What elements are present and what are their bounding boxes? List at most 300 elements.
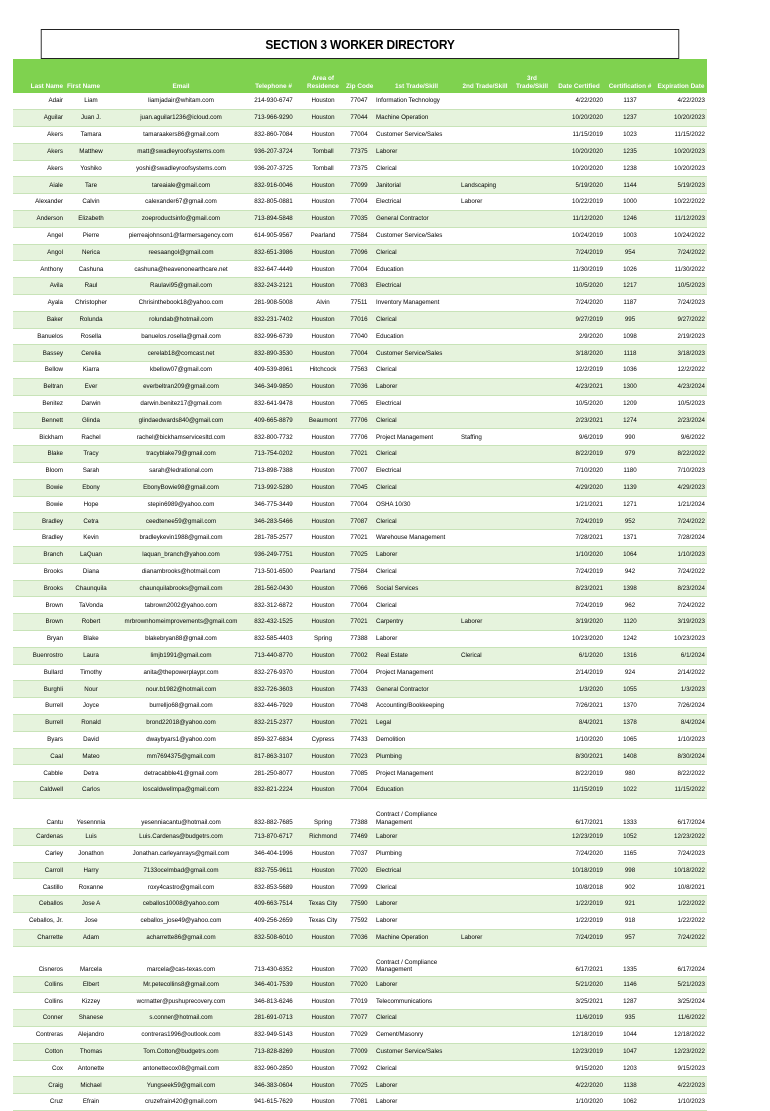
last-name-cell: Banuelos	[13, 328, 65, 345]
last-name-cell: Branch	[13, 547, 65, 564]
trade-3-cell	[511, 664, 553, 681]
trade-2-cell	[459, 227, 511, 244]
zip-cell: 77065	[344, 395, 374, 412]
expiration-cell: 3/19/2023	[655, 614, 707, 631]
area-cell: Houston	[302, 93, 344, 110]
table-row[interactable]	[13, 160, 707, 177]
table-row[interactable]	[13, 698, 707, 715]
zip-cell: 77004	[344, 782, 374, 799]
zip-cell: 77045	[344, 479, 374, 496]
email-cell: ceballos10008@yahoo.com	[117, 896, 245, 913]
email-cell: cerelab18@comcast.net	[117, 345, 245, 362]
expiration-cell: 10/5/2023	[655, 395, 707, 412]
table-row[interactable]	[13, 143, 707, 160]
certification-cell: 1274	[605, 412, 655, 429]
header-row	[13, 59, 707, 93]
date-certified-cell: 3/19/2020	[553, 614, 605, 631]
table-row[interactable]	[13, 614, 707, 631]
last-name-cell: Ceballos	[13, 896, 65, 913]
trade-3-cell	[511, 828, 553, 845]
telephone-cell: 941-615-7629	[245, 1094, 302, 1111]
table-row[interactable]	[13, 412, 707, 429]
column-header-last-name[interactable]: Last Name	[30, 83, 63, 90]
telephone-cell: 832-949-5143	[245, 1026, 302, 1043]
expiration-cell: 9/6/2022	[655, 429, 707, 446]
telephone-cell: 713-440-8770	[245, 647, 302, 664]
date-certified-cell: 10/18/2019	[553, 862, 605, 879]
email-cell: rachel@bickhamservicesltd.com	[117, 429, 245, 446]
last-name-cell: Charrette	[13, 929, 65, 946]
last-name-cell: Brooks	[13, 563, 65, 580]
trade-1-cell: Electrical	[374, 395, 459, 412]
last-name-cell: Anthony	[13, 261, 65, 278]
table-row[interactable]	[13, 976, 707, 993]
email-cell: kbellow07@gmail.com	[117, 362, 245, 379]
trade-3-cell	[511, 261, 553, 278]
table-row[interactable]	[13, 1094, 707, 1111]
certification-cell: 1287	[605, 993, 655, 1010]
date-certified-cell: 11/6/2019	[553, 1010, 605, 1027]
table-row[interactable]	[13, 563, 707, 580]
trade-1-cell: Clerical	[374, 362, 459, 379]
trade-2-cell	[459, 93, 511, 110]
first-name-cell: Ronald	[65, 714, 117, 731]
area-cell: Houston	[302, 976, 344, 993]
trade-1-cell: Customer Service/Sales	[374, 227, 459, 244]
trade-2-cell	[459, 976, 511, 993]
certification-cell: 1300	[605, 379, 655, 396]
table-row[interactable]	[13, 379, 707, 396]
certification-cell: 1408	[605, 748, 655, 765]
table-row[interactable]	[13, 681, 707, 698]
zip-cell: 77099	[344, 879, 374, 896]
expiration-cell: 10/22/2022	[655, 194, 707, 211]
expiration-cell: 7/28/2024	[655, 530, 707, 547]
certification-cell: 1333	[605, 798, 655, 828]
last-name-cell: Alexander	[13, 194, 65, 211]
telephone-cell: 713-754-0202	[245, 446, 302, 463]
trade-3-cell	[511, 1094, 553, 1111]
trade-3-cell	[511, 929, 553, 946]
table-row[interactable]	[13, 1026, 707, 1043]
certification-cell: 990	[605, 429, 655, 446]
table-row[interactable]	[13, 912, 707, 929]
certification-cell: 1118	[605, 345, 655, 362]
trade-3-cell	[511, 698, 553, 715]
expiration-cell: 3/25/2024	[655, 993, 707, 1010]
last-name-cell: Baker	[13, 311, 65, 328]
trade-3-cell	[511, 1043, 553, 1060]
area-cell: Houston	[302, 698, 344, 715]
column-header-zip[interactable]: Zip Code	[346, 83, 374, 90]
zip-cell: 77083	[344, 278, 374, 295]
table-row[interactable]	[13, 278, 707, 295]
expiration-cell: 10/20/2023	[655, 160, 707, 177]
first-name-cell: Cerelia	[65, 345, 117, 362]
expiration-cell: 8/30/2024	[655, 748, 707, 765]
expiration-cell: 1/10/2023	[655, 731, 707, 748]
telephone-cell: 832-755-9611	[245, 862, 302, 879]
first-name-cell: David	[65, 731, 117, 748]
date-certified-cell: 12/18/2019	[553, 1026, 605, 1043]
area-cell: Houston	[302, 194, 344, 211]
table-row[interactable]	[13, 513, 707, 530]
trade-3-cell	[511, 328, 553, 345]
trade-2-cell	[459, 211, 511, 228]
last-name-cell: Caldwell	[13, 782, 65, 799]
area-cell: Houston	[302, 765, 344, 782]
table-row[interactable]	[13, 597, 707, 614]
telephone-cell: 713-966-9290	[245, 110, 302, 127]
first-name-cell: Antonette	[65, 1060, 117, 1077]
table-row[interactable]	[13, 463, 707, 480]
table-row[interactable]	[13, 1077, 707, 1094]
first-name-cell: Alejandro	[65, 1026, 117, 1043]
trade-1-cell: Clerical	[374, 446, 459, 463]
worker-directory-sheet	[13, 29, 707, 1111]
email-cell: blakebryan88@gmail.com	[117, 631, 245, 648]
trade-1-cell: Project Management	[374, 429, 459, 446]
table-row[interactable]	[13, 929, 707, 946]
table-row[interactable]	[13, 580, 707, 597]
table-row[interactable]	[13, 110, 707, 127]
certification-cell: 1316	[605, 647, 655, 664]
expiration-cell: 12/2/2022	[655, 362, 707, 379]
first-name-cell: Roxanne	[65, 879, 117, 896]
last-name-cell: Carroll	[13, 862, 65, 879]
table-row[interactable]	[13, 946, 707, 976]
trade-2-cell	[459, 513, 511, 530]
area-cell: Pearland	[302, 563, 344, 580]
certification-cell: 1137	[605, 93, 655, 110]
trade-1-cell: Project Management	[374, 765, 459, 782]
certification-cell: 1144	[605, 177, 655, 194]
table-row[interactable]	[13, 798, 707, 828]
trade-1-cell: Clerical	[374, 311, 459, 328]
area-cell: Houston	[302, 862, 344, 879]
date-certified-cell: 4/29/2020	[553, 479, 605, 496]
last-name-cell: Brooks	[13, 580, 65, 597]
table-row[interactable]	[13, 631, 707, 648]
area-cell: Houston	[302, 463, 344, 480]
area-cell: Houston	[302, 530, 344, 547]
table-row[interactable]	[13, 845, 707, 862]
trade-3-cell	[511, 765, 553, 782]
table-row[interactable]	[13, 177, 707, 194]
column-header-email[interactable]: Email	[172, 83, 190, 90]
table-row[interactable]	[13, 647, 707, 664]
certification-cell: 1065	[605, 731, 655, 748]
date-certified-cell: 2/9/2020	[553, 328, 605, 345]
trade-3-cell	[511, 647, 553, 664]
trade-2-cell	[459, 160, 511, 177]
zip-cell: 77016	[344, 311, 374, 328]
table-row[interactable]	[13, 227, 707, 244]
table-row[interactable]	[13, 429, 707, 446]
date-certified-cell: 8/22/2019	[553, 446, 605, 463]
certification-cell: 1036	[605, 362, 655, 379]
area-cell: Houston	[302, 345, 344, 362]
zip-cell: 77433	[344, 681, 374, 698]
date-certified-cell: 1/10/2020	[553, 1094, 605, 1111]
telephone-cell: 281-562-0430	[245, 580, 302, 597]
certification-cell: 935	[605, 1010, 655, 1027]
table-row[interactable]	[13, 446, 707, 463]
table-row[interactable]	[13, 1043, 707, 1060]
trade-2-cell	[459, 395, 511, 412]
table-row[interactable]	[13, 395, 707, 412]
table-row[interactable]	[13, 328, 707, 345]
email-cell: dianambrooks@hotmail.com	[117, 563, 245, 580]
trade-2-cell	[459, 547, 511, 564]
email-cell: stepin6989@yahoo.com	[117, 496, 245, 513]
table-row[interactable]	[13, 1060, 707, 1077]
trade-2-cell	[459, 278, 511, 295]
telephone-cell: 817-863-3107	[245, 748, 302, 765]
email-cell: rolundab@hotmail.com	[117, 311, 245, 328]
table-row[interactable]	[13, 295, 707, 312]
column-header-first-name[interactable]: First Name	[67, 83, 101, 90]
trade-2-cell: Staffing	[459, 429, 511, 446]
first-name-cell: Marcela	[65, 946, 117, 976]
column-header-trade-1[interactable]: 1st Trade/Skill	[395, 83, 438, 90]
table-row[interactable]	[13, 828, 707, 845]
table-row[interactable]	[13, 731, 707, 748]
trade-3-cell	[511, 1060, 553, 1077]
trade-2-cell	[459, 862, 511, 879]
zip-cell: 77081	[344, 1094, 374, 1111]
certification-cell: 998	[605, 862, 655, 879]
last-name-cell: Collins	[13, 976, 65, 993]
trade-1-cell: Laborer	[374, 912, 459, 929]
trade-3-cell	[511, 496, 553, 513]
email-cell: mrbrownhomeimprovements@gmail.com	[117, 614, 245, 631]
last-name-cell: Cotton	[13, 1043, 65, 1060]
last-name-cell: Bennett	[13, 412, 65, 429]
area-cell: Texas City	[302, 896, 344, 913]
trade-3-cell	[511, 311, 553, 328]
table-row[interactable]	[13, 244, 707, 261]
table-row[interactable]	[13, 194, 707, 211]
area-cell: Alvin	[302, 295, 344, 312]
column-header-telephone[interactable]: Telephone #	[255, 83, 292, 90]
date-certified-cell: 10/24/2019	[553, 227, 605, 244]
zip-cell: 77592	[344, 912, 374, 929]
column-header-area[interactable]: Area of Residence	[307, 75, 339, 90]
last-name-cell: Cabble	[13, 765, 65, 782]
table-row[interactable]	[13, 765, 707, 782]
zip-cell: 77020	[344, 976, 374, 993]
first-name-cell: Yoshiko	[65, 160, 117, 177]
area-cell: Houston	[302, 1094, 344, 1111]
area-cell: Houston	[302, 664, 344, 681]
zip-cell: 77037	[344, 845, 374, 862]
trade-3-cell	[511, 429, 553, 446]
email-cell: mm7694375@gmail.com	[117, 748, 245, 765]
expiration-cell: 1/22/2022	[655, 912, 707, 929]
trade-1-cell: Education	[374, 328, 459, 345]
column-header-date-certified[interactable]: Date Certified	[558, 83, 600, 90]
email-cell: acharrette86@gmail.com	[117, 929, 245, 946]
table-row[interactable]	[13, 879, 707, 896]
expiration-cell: 1/10/2023	[655, 1094, 707, 1111]
trade-2-cell	[459, 345, 511, 362]
zip-cell: 77048	[344, 698, 374, 715]
email-cell: limjb1991@gmail.com	[117, 647, 245, 664]
certification-cell: 1242	[605, 631, 655, 648]
area-cell: Tomball	[302, 143, 344, 160]
table-row[interactable]	[13, 345, 707, 362]
trade-3-cell	[511, 1077, 553, 1094]
table-row[interactable]	[13, 862, 707, 879]
date-certified-cell: 7/24/2020	[553, 845, 605, 862]
telephone-cell: 346-404-1996	[245, 845, 302, 862]
area-cell: Houston	[302, 929, 344, 946]
email-cell: calexander67@gmail.com	[117, 194, 245, 211]
certification-cell: 1026	[605, 261, 655, 278]
table-row[interactable]	[13, 311, 707, 328]
zip-cell: 77590	[344, 896, 374, 913]
trade-2-cell	[459, 1043, 511, 1060]
last-name-cell: Angel	[13, 227, 65, 244]
date-certified-cell: 4/22/2020	[553, 93, 605, 110]
last-name-cell: Adair	[13, 93, 65, 110]
table-row[interactable]	[13, 664, 707, 681]
telephone-cell: 832-231-7402	[245, 311, 302, 328]
telephone-cell: 346-813-6246	[245, 993, 302, 1010]
date-certified-cell: 11/12/2020	[553, 211, 605, 228]
date-certified-cell: 6/1/2020	[553, 647, 605, 664]
trade-2-cell	[459, 912, 511, 929]
email-cell: sarah@ledrational.com	[117, 463, 245, 480]
trade-3-cell	[511, 597, 553, 614]
zip-cell: 77004	[344, 261, 374, 278]
expiration-cell: 11/30/2022	[655, 261, 707, 278]
table-row[interactable]	[13, 496, 707, 513]
trade-3-cell	[511, 782, 553, 799]
last-name-cell: Bellow	[13, 362, 65, 379]
trade-1-cell: Social Services	[374, 580, 459, 597]
area-cell: Houston	[302, 681, 344, 698]
trade-3-cell	[511, 211, 553, 228]
area-cell: Houston	[302, 597, 344, 614]
first-name-cell: Nour	[65, 681, 117, 698]
date-certified-cell: 9/27/2019	[553, 311, 605, 328]
date-certified-cell: 8/30/2021	[553, 748, 605, 765]
telephone-cell: 936-207-3725	[245, 160, 302, 177]
expiration-cell: 7/24/2023	[655, 295, 707, 312]
first-name-cell: Michael	[65, 1077, 117, 1094]
date-certified-cell: 11/30/2019	[553, 261, 605, 278]
certification-cell: 1235	[605, 143, 655, 160]
trade-3-cell	[511, 463, 553, 480]
area-cell: Houston	[302, 479, 344, 496]
trade-2-cell	[459, 748, 511, 765]
expiration-cell: 4/23/2024	[655, 379, 707, 396]
email-cell: chaunquilabrooks@gmail.com	[117, 580, 245, 597]
email-cell: darwin.benitez17@gmail.com	[117, 395, 245, 412]
column-header-certification[interactable]: Certification #	[608, 83, 652, 90]
zip-cell: 77025	[344, 547, 374, 564]
certification-cell: 1003	[605, 227, 655, 244]
certification-cell: 1055	[605, 681, 655, 698]
trade-1-cell: Laborer	[374, 379, 459, 396]
certification-cell: 1165	[605, 845, 655, 862]
table-row[interactable]	[13, 127, 707, 144]
email-cell: laquan_branch@yahoo.com	[117, 547, 245, 564]
expiration-cell: 10/23/2023	[655, 631, 707, 648]
table-row[interactable]	[13, 93, 707, 110]
area-cell: Houston	[302, 547, 344, 564]
table-row[interactable]	[13, 530, 707, 547]
telephone-cell: 832-853-5689	[245, 879, 302, 896]
trade-2-cell	[459, 631, 511, 648]
date-certified-cell: 10/8/2018	[553, 879, 605, 896]
telephone-cell: 346-383-0604	[245, 1077, 302, 1094]
zip-cell: 77096	[344, 244, 374, 261]
table-row[interactable]	[13, 211, 707, 228]
certification-cell: 1187	[605, 295, 655, 312]
zip-cell: 77021	[344, 714, 374, 731]
table-row[interactable]	[13, 362, 707, 379]
table-row[interactable]	[13, 993, 707, 1010]
expiration-cell: 5/19/2023	[655, 177, 707, 194]
date-certified-cell: 10/20/2020	[553, 110, 605, 127]
last-name-cell: Akers	[13, 160, 65, 177]
column-header-trade-3[interactable]: 3rd Trade/Skill	[516, 75, 548, 90]
column-header-trade-2[interactable]: 2nd Trade/Skill	[462, 83, 508, 90]
trade-3-cell	[511, 244, 553, 261]
date-certified-cell: 8/22/2019	[553, 765, 605, 782]
trade-2-cell: Laborer	[459, 614, 511, 631]
certification-cell: 1371	[605, 530, 655, 547]
table-row[interactable]	[13, 748, 707, 765]
expiration-cell: 10/8/2021	[655, 879, 707, 896]
telephone-cell: 832-243-2121	[245, 278, 302, 295]
first-name-cell: Hope	[65, 496, 117, 513]
first-name-cell: Shanese	[65, 1010, 117, 1027]
table-row[interactable]	[13, 896, 707, 913]
zip-cell: 77029	[344, 1026, 374, 1043]
zip-cell: 77044	[344, 110, 374, 127]
telephone-cell: 832-312-6872	[245, 597, 302, 614]
last-name-cell: Blake	[13, 446, 65, 463]
first-name-cell: Efrain	[65, 1094, 117, 1111]
telephone-cell: 713-898-7388	[245, 463, 302, 480]
trade-1-cell: Clerical	[374, 479, 459, 496]
expiration-cell: 1/22/2022	[655, 896, 707, 913]
email-cell: 7133ocelmbad@gmail.com	[117, 862, 245, 879]
telephone-cell: 409-539-8961	[245, 362, 302, 379]
email-cell: zoeproductsinfo@gmail.com	[117, 211, 245, 228]
column-header-expiration[interactable]: Expiration Date	[657, 83, 705, 90]
table-row[interactable]	[13, 261, 707, 278]
trade-2-cell	[459, 496, 511, 513]
trade-3-cell	[511, 1026, 553, 1043]
trade-1-cell: Cement/Masonry	[374, 1026, 459, 1043]
trade-2-cell	[459, 110, 511, 127]
zip-cell: 77035	[344, 211, 374, 228]
table-row[interactable]	[13, 479, 707, 496]
table-row[interactable]	[13, 714, 707, 731]
table-row[interactable]	[13, 547, 707, 564]
first-name-cell: Thomas	[65, 1043, 117, 1060]
date-certified-cell: 10/20/2020	[553, 160, 605, 177]
telephone-cell: 832-726-3603	[245, 681, 302, 698]
table-row[interactable]	[13, 782, 707, 799]
first-name-cell: Blake	[65, 631, 117, 648]
telephone-cell: 713-430-6352	[245, 946, 302, 976]
